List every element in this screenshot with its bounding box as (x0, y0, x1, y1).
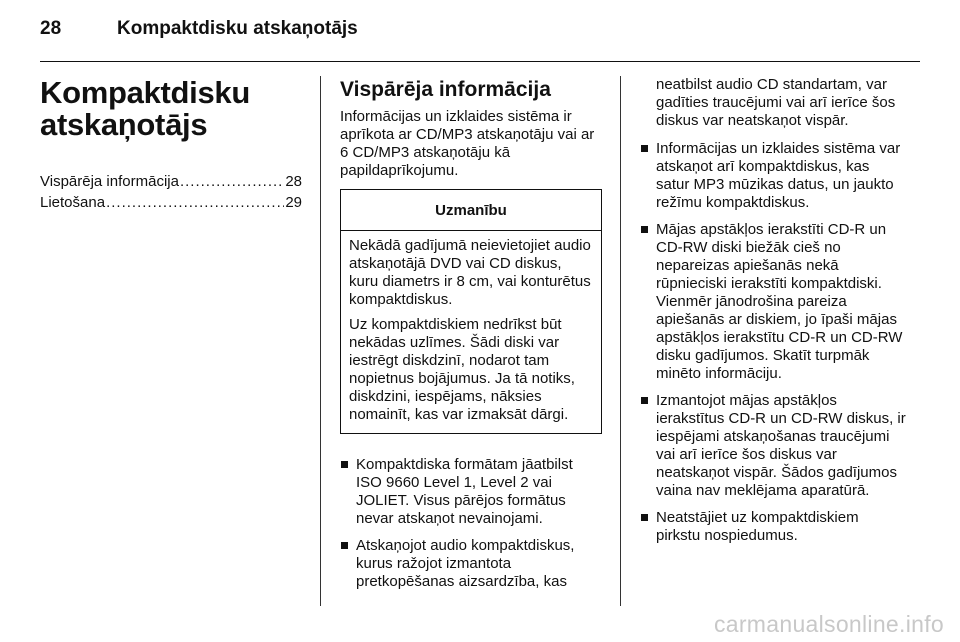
caution-heading: Uzmanību (341, 190, 601, 231)
toc-leader-dots (180, 171, 284, 192)
column-divider (620, 76, 621, 606)
bullet-item: Izmantojot mājas apstākļos ierakstītus CD-R un CD-RW diskus, ir iespējami atskaņošanas traucējumi vai arī ierīce šos diskus var neatskaņot vispār. Šādos gadījumos vaina nav meklējama aparatūrā. (640, 392, 906, 500)
bullet-item: Neatstājiet uz kompaktdiskiem pirkstu nospiedumus. (640, 509, 906, 545)
bullet-list (340, 456, 602, 591)
page-header (40, 18, 920, 62)
header-rule (40, 61, 920, 62)
continued-column (640, 76, 906, 554)
toc-entry-label: Lietošana (40, 194, 106, 211)
section-title: Vispārēja informācija (340, 78, 551, 101)
chapter-title-line: atskaņotājs (40, 107, 208, 142)
bullet-item: Mājas apstākļos ierakstīti CD-R un CD-RW diski biežāk cieš no nepareizas apiešanās nekā rūpnieciski ierakstīti kompaktdiski. Vienmēr jānodrošina pareiza apiešanās ar diskiem, jo īpaši mājas apstākļos ierakstītu CD-R un CD-RW disku gadījumos. Skatīt turpmāk minēto informāciju. (640, 221, 906, 383)
watermark: carmanualsonline.info (713, 611, 944, 637)
general-info-column (340, 76, 602, 600)
caution-body (341, 231, 601, 433)
toc-leader-dots (106, 192, 284, 213)
toc-entry-label: Vispārēja informācija (40, 173, 179, 190)
chapter-column (40, 76, 302, 213)
toc-entry[interactable] (40, 192, 302, 213)
intro-paragraph: Informācijas un izklaides sistēma ir aprīkota ar CD/MP3 atskaņotāju vai ar 6 CD/MP3 atskaņotāju kā papildaprīkojumu. (340, 108, 595, 179)
chapter-title-line: Kompaktdisku (40, 75, 250, 110)
caution-paragraph: Uz kompaktdiskiem nedrīkst būt nekādas uzlīmes. Šādi diski var iestrēgt diskdzinī, nodarot tam nopietnus bojājumus. Ja tā notiks, diskdzini, iespējams, nāksies nomainīt, kas var izmaksāt dārgi. (349, 316, 575, 423)
running-header-title: Kompaktdisku atskaņotājs (117, 18, 358, 39)
caution-box (340, 189, 602, 434)
chapter-title (40, 77, 302, 141)
table-of-contents (40, 171, 302, 213)
bullet-item: Informācijas un izklaides sistēma var atskaņot arī kompaktdiskus, kas satur MP3 mūzikas datus, un jaukto režīmu kompaktdiskus. (640, 140, 906, 212)
page-number: 28 (40, 18, 62, 39)
caution-paragraph: Nekādā gadījumā neievietojiet audio atskaņotājā DVD vai CD diskus, kuru diametrs ir 8 cm, vai konturētus kompaktdiskus. (349, 237, 591, 308)
toc-entry[interactable] (40, 171, 302, 192)
column-divider (320, 76, 321, 606)
bullet-item: Kompaktdiska formātam jāatbilst ISO 9660 Level 1, Level 2 vai JOLIET. Visus pārējos formātus nevar atskaņot nevainojami. (340, 456, 602, 528)
bullet-item: Atskaņojot audio kompaktdiskus, kurus ražojot izmantota pretkopēšanas aizsardzība, kas (340, 537, 602, 591)
toc-entry-page: 29 (285, 194, 302, 211)
bullet-list (640, 140, 906, 545)
toc-entry-page: 28 (285, 173, 302, 190)
continued-text: neatbilst audio CD standartam, var gadīties traucējumi vai arī ierīce šos diskus var neatskaņot vispār. (656, 76, 896, 129)
